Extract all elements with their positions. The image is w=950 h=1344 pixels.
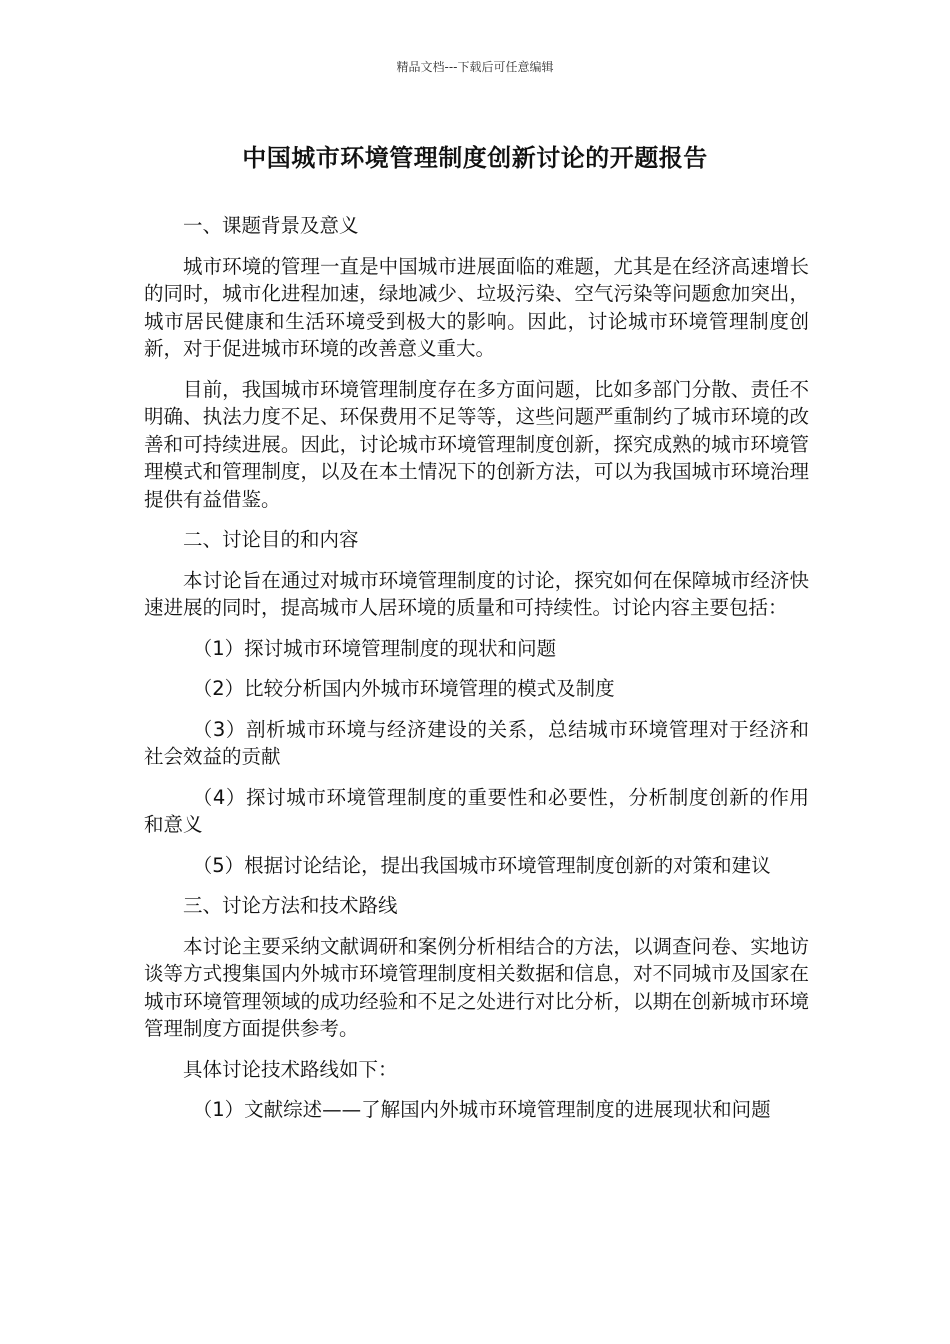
paragraph-objectives: 本讨论旨在通过对城市环境管理制度的讨论，探究如何在保障城市经济快速进展的同时，提高城市人居环境的质量和可持续性。讨论内容主要包括： (144, 568, 809, 619)
document-title: 中国城市环境管理制度创新讨论的开题报告 (242, 144, 708, 172)
section-heading-objectives: 二、讨论目的和内容 (183, 528, 359, 551)
list-item-route-1: （1）文献综述——了解国内外城市环境管理制度的进展现状和问题 (192, 1098, 771, 1121)
list-item-objective-5: （5）根据讨论结论，提出我国城市环境管理制度创新的对策和建议 (192, 853, 771, 877)
paragraph-methods: 本讨论主要采纳文献调研和案例分析相结合的方法，以调查问卷、实地访谈等方式搜集国内外城市环境管理制度相关数据和信息，对不同城市及国家在城市环境管理领域的成功经验和不足之处进行对比分析，以期在创新城市环境管理制度方面提供参考。 (144, 934, 809, 1040)
list-item-objective-2: （2）比较分析国内外城市环境管理的模式及制度 (192, 677, 615, 700)
document-body (144, 212, 809, 1137)
paragraph-background-1: 城市环境的管理一直是中国城市进展面临的难题，尤其是在经济高速增长的同时，城市化进程加速，绿地减少、垃圾污染、空气污染等问题愈加突出，城市居民健康和生活环境受到极大的影响。因此，讨论城市环境管理制度创新，对于促进城市环境的改善意义重大。 (144, 254, 809, 360)
section-heading-background: 一、课题背景及意义 (183, 214, 359, 237)
page-header-note: 精品文档---下载后可任意编辑 (396, 60, 554, 74)
section-heading-methods: 三、讨论方法和技术路线 (183, 894, 398, 917)
list-item-objective-1: （1）探讨城市环境管理制度的现状和问题 (192, 636, 557, 660)
list-item-objective-4: （4）探讨城市环境管理制度的重要性和必要性，分析制度创新的作用和意义 (144, 785, 809, 836)
paragraph-route-intro: 具体讨论技术路线如下： (183, 1057, 398, 1081)
paragraph-background-2: 目前，我国城市环境管理制度存在多方面问题，比如多部门分散、责任不明确、执法力度不足、环保费用不足等等，这些问题严重制约了城市环境的改善和可持续进展。因此，讨论城市环境管理制度创新，探究成熟的城市环境管理模式和管理制度，以及在本土情况下的创新方法，可以为我国城市环境治理提供有益借鉴。 (144, 377, 809, 511)
list-item-objective-3: （3）剖析城市环境与经济建设的关系，总结城市环境管理对于经济和社会效益的贡献 (144, 717, 809, 768)
